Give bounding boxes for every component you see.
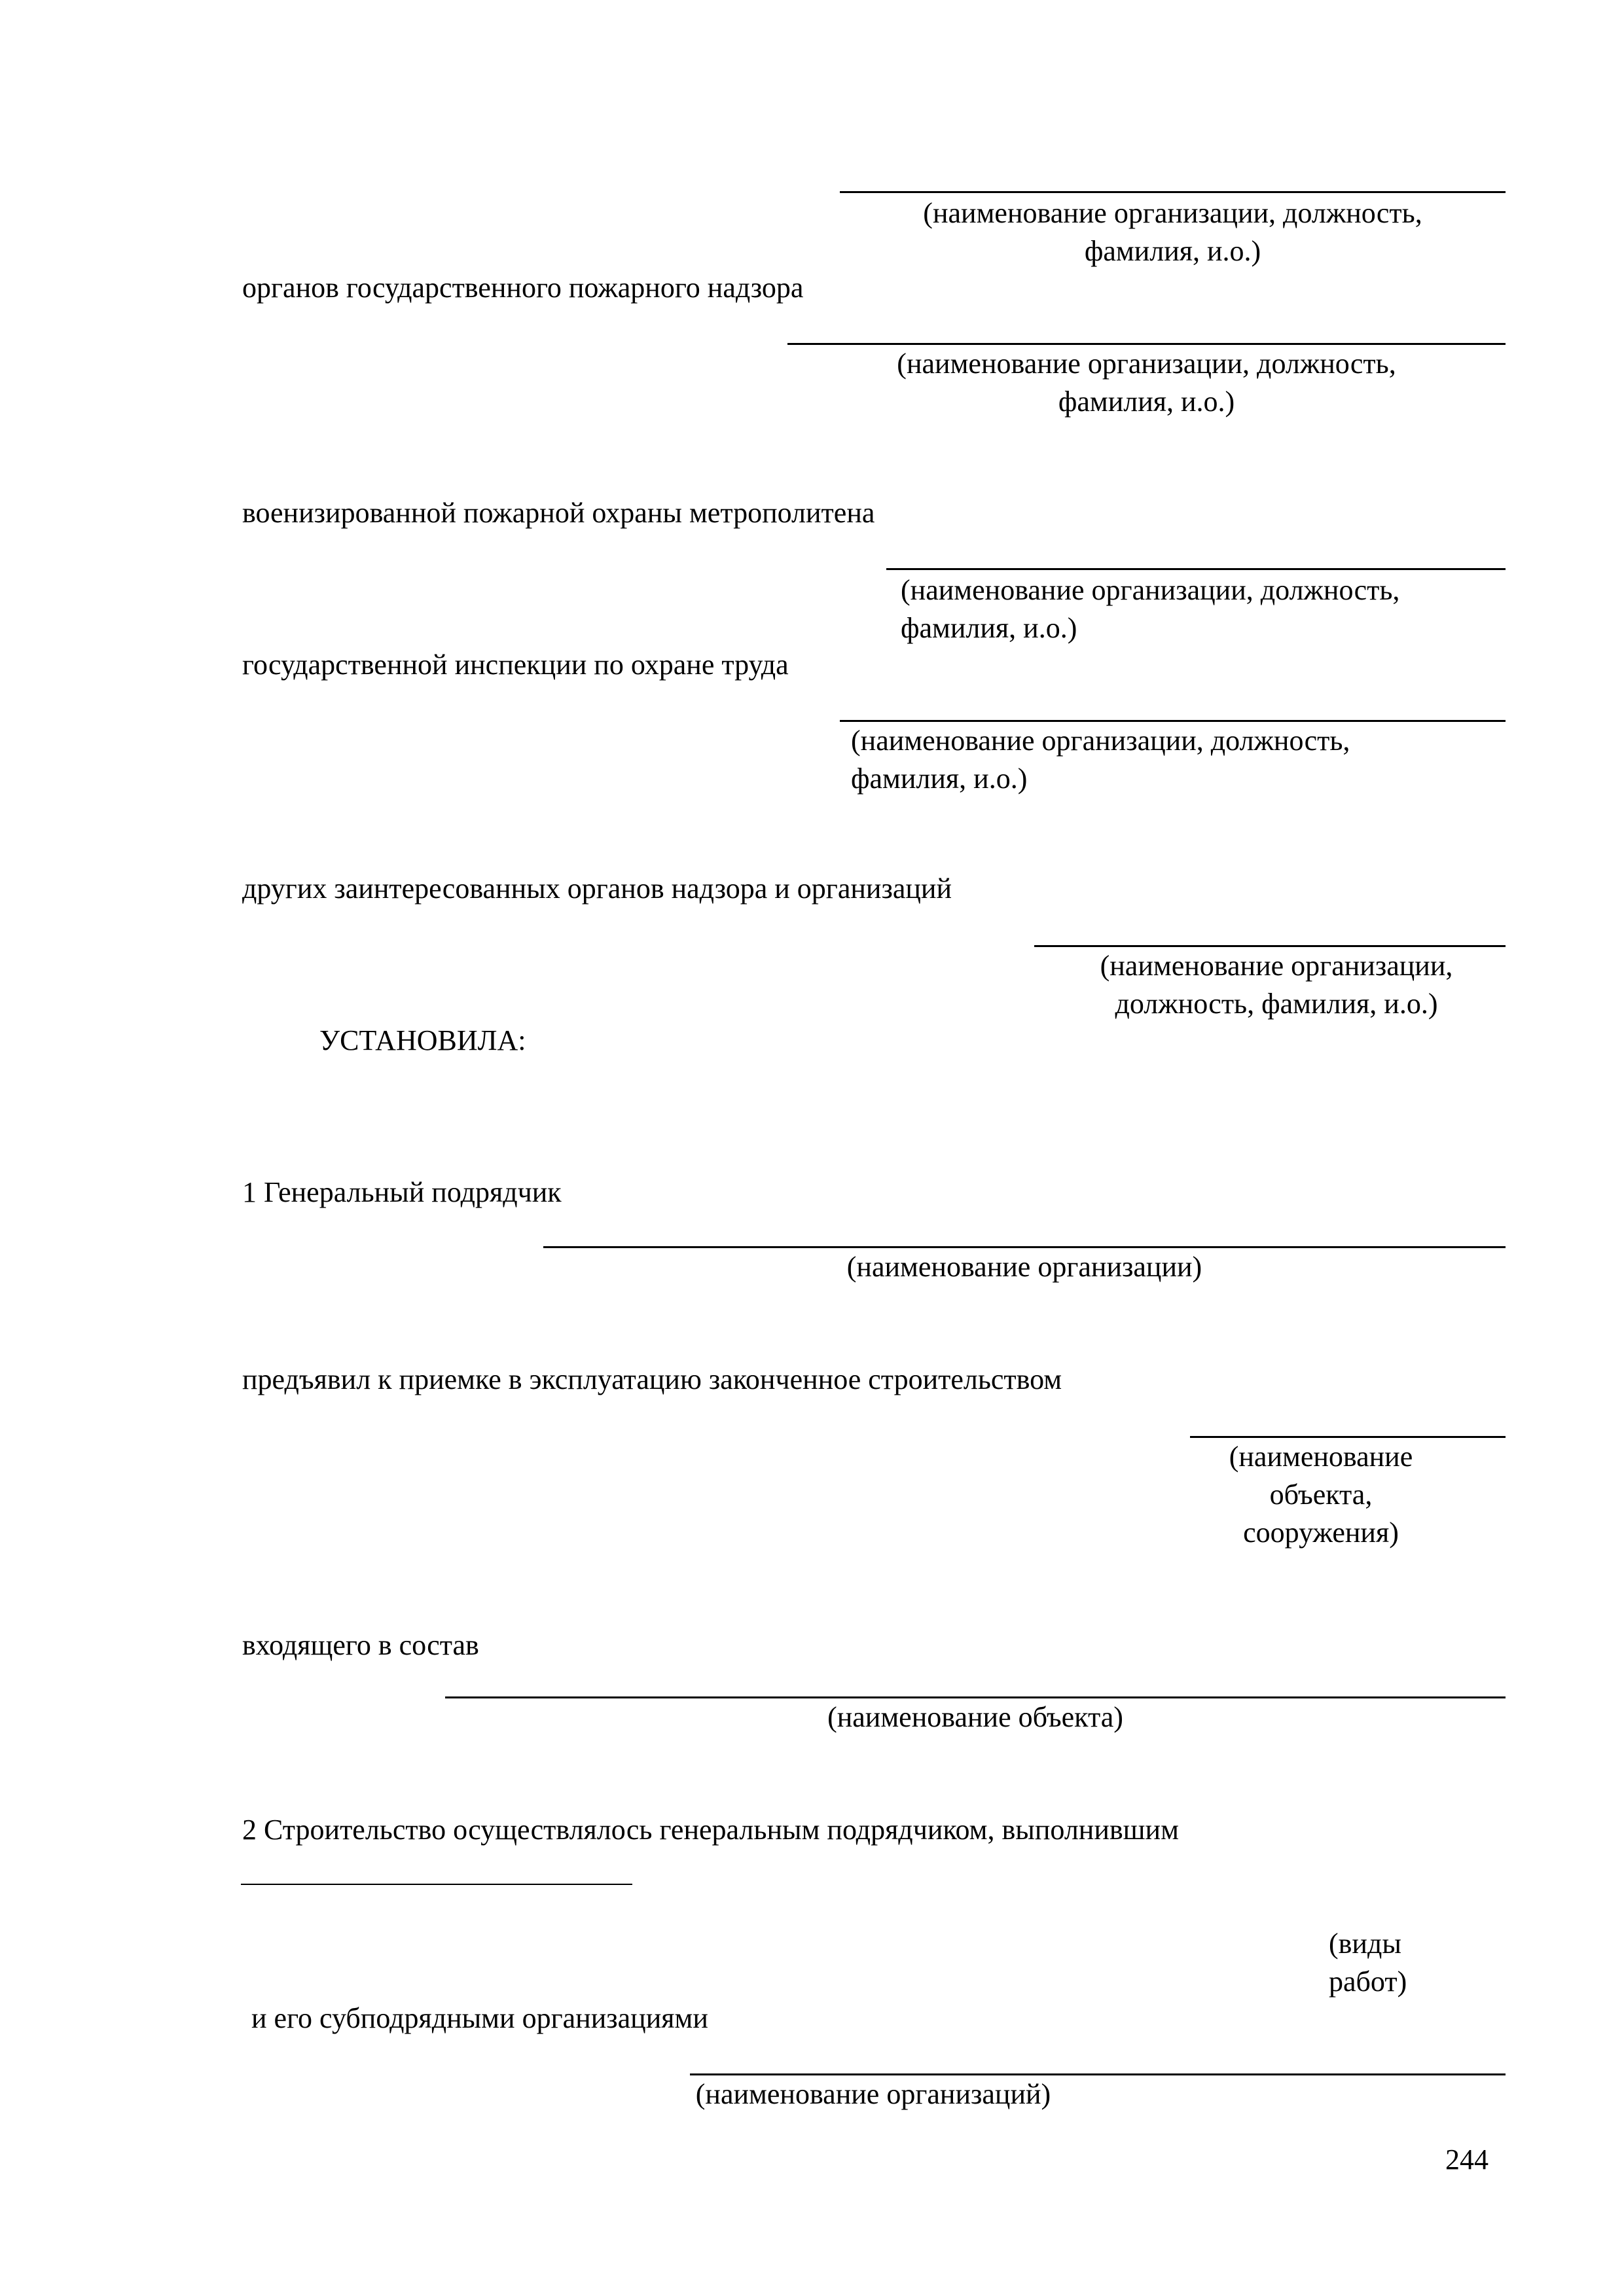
work-types-line	[241, 1884, 632, 1885]
other-bodies-label: других заинтересованных органов надзора и организаций	[242, 872, 952, 905]
fire-supervision-hint-line2: фамилия, и.о.)	[1058, 386, 1235, 418]
presented-hint-line1: (наименование	[1229, 1441, 1413, 1473]
subcontractors-label: и его субподрядными организациями	[251, 2002, 708, 2034]
subcontractors-hint: (наименование организаций)	[695, 2078, 1051, 2110]
metro-fire-guard-line	[886, 568, 1506, 570]
top-hint-line2: фамилия, и.о.)	[1084, 235, 1261, 267]
part-of-label: входящего в состав	[242, 1629, 479, 1661]
metro-fire-guard-label: военизированной пожарной охраны метрополитена	[242, 497, 875, 529]
top-signature-line	[840, 191, 1506, 193]
general-contractor-label: 1 Генеральный подрядчик	[242, 1176, 562, 1208]
other-bodies-line	[1034, 945, 1506, 947]
fire-supervision-line	[787, 343, 1506, 345]
presented-hint-line3: сооружения)	[1243, 1516, 1399, 1549]
metro-fire-guard-hint-line1: (наименование организации, должность,	[901, 574, 1400, 606]
labor-inspection-hint-line2: фамилия, и.о.)	[851, 762, 1028, 795]
part-of-hint: (наименование объекта)	[827, 1701, 1123, 1733]
general-contractor-line	[543, 1246, 1506, 1248]
top-hint-line1: (наименование организации, должность,	[923, 197, 1422, 229]
other-bodies-hint-line1: (наименование организации,	[1100, 950, 1453, 982]
subcontractors-line	[690, 2073, 1506, 2075]
fire-supervision-label: органов государственного пожарного надзора	[242, 272, 804, 304]
other-bodies-hint-line2: должность, фамилия, и.о.)	[1115, 988, 1438, 1020]
presented-line	[1190, 1436, 1506, 1438]
presented-hint-line2: объекта,	[1269, 1479, 1373, 1511]
part-of-line	[445, 1696, 1506, 1698]
metro-fire-guard-hint-line2: фамилия, и.о.)	[901, 612, 1077, 644]
labor-inspection-line	[840, 720, 1506, 722]
labor-inspection-label: государственной инспекции по охране труда	[242, 649, 789, 681]
page-number: 244	[1445, 2144, 1489, 2176]
work-types-hint-line2: работ)	[1329, 1965, 1407, 1998]
presented-label: предъявил к приемке в эксплуатацию законченное строительством	[242, 1363, 1062, 1395]
general-contractor-hint: (наименование организации)	[846, 1251, 1202, 1283]
established-heading: УСТАНОВИЛА:	[319, 1024, 526, 1056]
fire-supervision-hint-line1: (наименование организации, должность,	[897, 348, 1396, 380]
labor-inspection-hint-line1: (наименование организации, должность,	[851, 725, 1350, 757]
construction-label: 2 Строительство осуществлялось генеральным подрядчиком, выполнившим	[242, 1814, 1179, 1846]
work-types-hint-line1: (виды	[1329, 1928, 1401, 1960]
